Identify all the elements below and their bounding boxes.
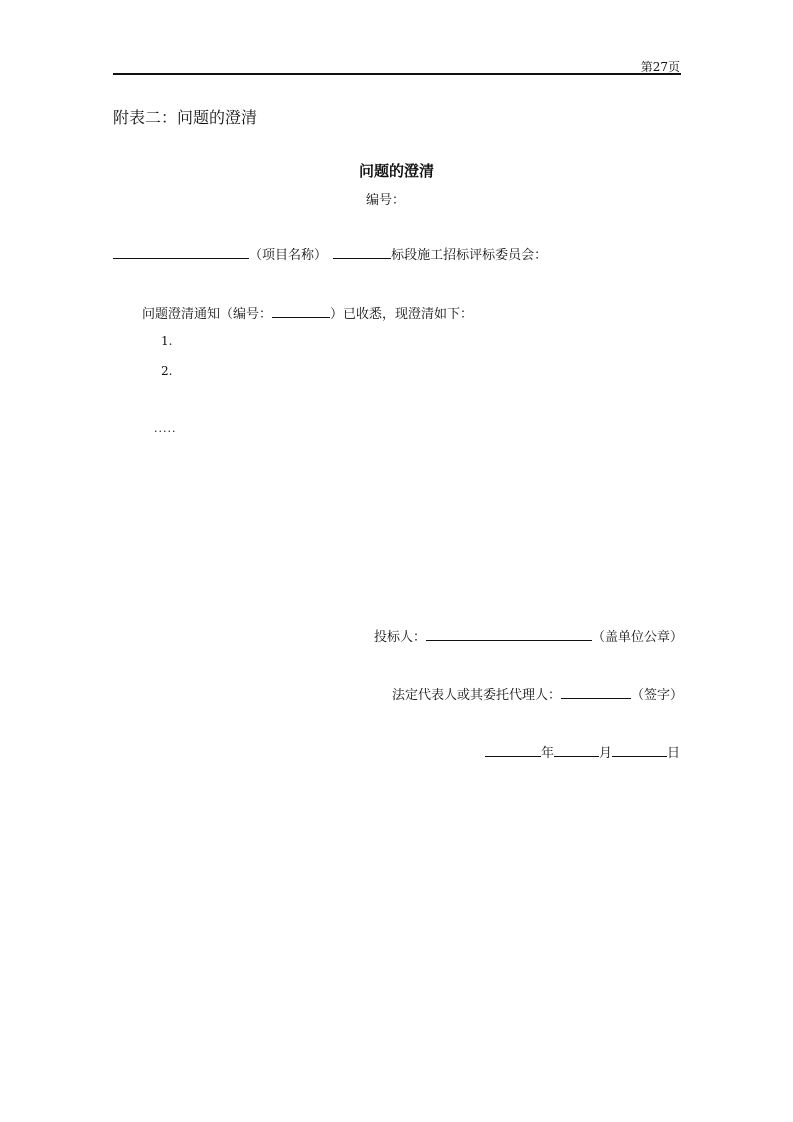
addressee-line bbox=[113, 244, 547, 263]
form-title: 问题的澄清 bbox=[358, 162, 434, 180]
bidder-signature-line bbox=[374, 626, 683, 645]
notice-number-blank[interactable] bbox=[272, 305, 330, 318]
representative-label: 法定代表人或其委托代理人： bbox=[391, 688, 561, 703]
header-divider bbox=[113, 73, 681, 75]
day-blank[interactable] bbox=[612, 744, 667, 757]
form-number-label: 编号： bbox=[366, 193, 406, 208]
bidder-blank[interactable] bbox=[426, 628, 592, 641]
section-suffix: 标段施工招标评标委员会： bbox=[391, 248, 548, 263]
month-label: 月 bbox=[598, 746, 612, 761]
page-number: 第27页 bbox=[640, 60, 680, 74]
day-label: 日 bbox=[666, 746, 680, 761]
list-item: 2. bbox=[161, 364, 173, 378]
list-ellipsis: ..... bbox=[154, 422, 177, 435]
notice-suffix: ）已收悉，现澄清如下： bbox=[330, 307, 474, 322]
appendix-heading: 附表二：问题的澄清 bbox=[113, 108, 258, 127]
project-name-blank[interactable] bbox=[113, 246, 249, 259]
bidder-label: 投标人： bbox=[373, 630, 426, 645]
representative-suffix: （签字） bbox=[630, 688, 683, 703]
representative-blank[interactable] bbox=[561, 686, 631, 699]
year-blank[interactable] bbox=[485, 744, 541, 757]
bidder-suffix: （盖单位公章） bbox=[591, 630, 683, 645]
notice-line bbox=[142, 303, 473, 322]
month-blank[interactable] bbox=[554, 744, 599, 757]
date-line bbox=[485, 742, 680, 761]
section-blank[interactable] bbox=[333, 246, 391, 259]
project-name-suffix: （项目名称） bbox=[249, 248, 328, 263]
list-item: 1. bbox=[161, 334, 173, 348]
year-label: 年 bbox=[540, 746, 554, 761]
notice-prefix: 问题澄清通知（编号： bbox=[142, 307, 273, 322]
representative-signature-line bbox=[392, 684, 683, 703]
